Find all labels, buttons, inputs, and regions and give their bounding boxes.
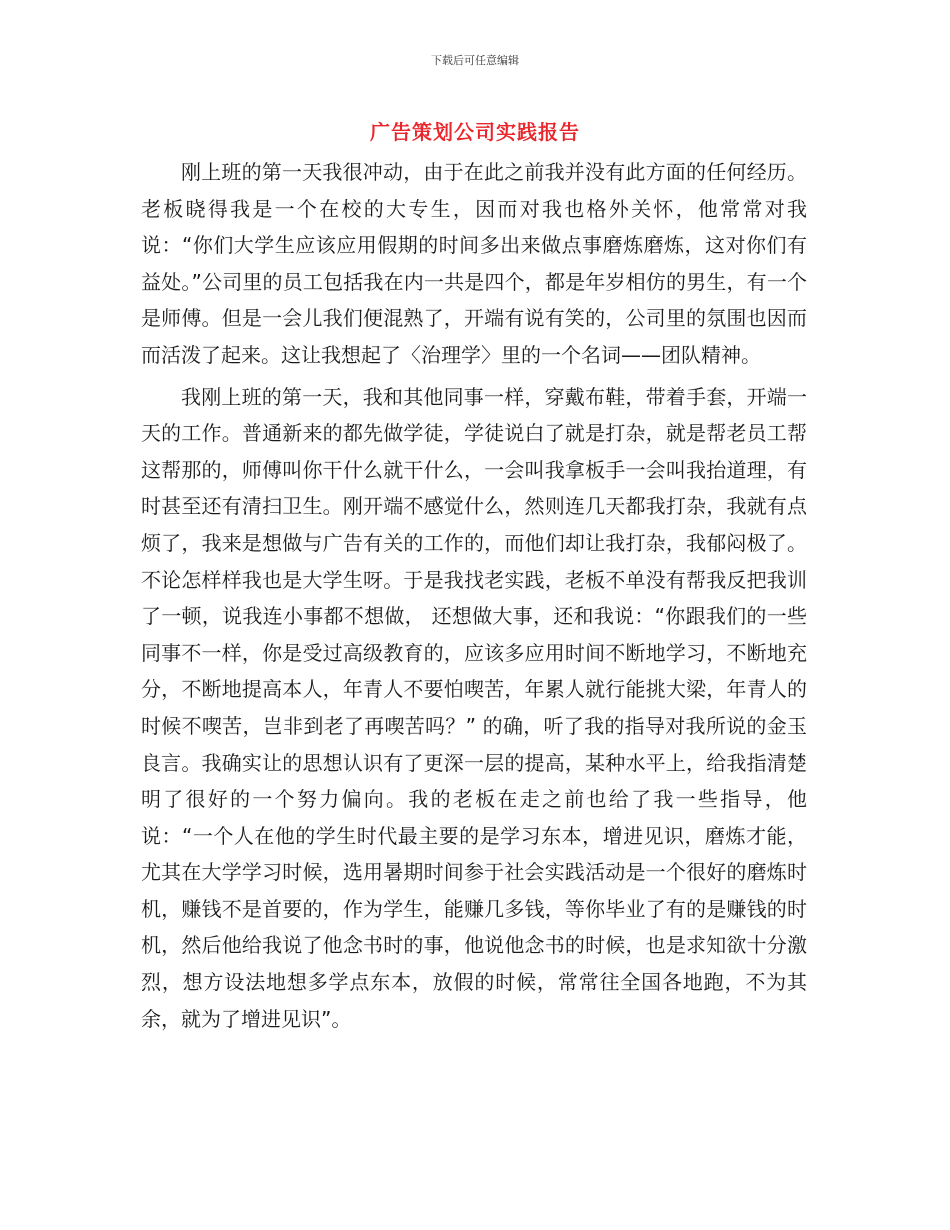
document-body <box>141 154 807 1037</box>
paragraph-2: 我刚上班的第一天，我和其他同事一样，穿戴布鞋，带着手套，开端一天的工作。普通新来的都先做学徒，学徒说白了就是打杂，就是帮老员工帮这帮那的，师傅叫你干什么就干什么，一会叫我拿板手一会叫我抬道理，有时甚至还有清扫卫生。刚开端不感觉什么，然则连几天都我打杂，我就有点烦了，我来是想做与广告有关的工作的，而他们却让我打杂，我郁闷极了。不论怎样样我也是大学生呀。于是我找老实践，老板不单没有帮我反把我训了一顿，说我连小事都不想做， 还想做大事，还和我说：“你跟我们的一些同事不一样，你是受过高级教育的，应该多应用时间不断地学习，不断地充分，不断地提高本人，年青人不要怕喫苦，年累人就行能挑大梁，年青人的时候不喫苦，岂非到老了再喫苦吗？” 的确，听了我的指导对我所说的金玉良言。我确实让的思想认识有了更深一层的提高，某种水平上，给我指清楚明了很好的一个努力偏向。我的老板在走之前也给了我一些指导，他说：“一个人在他的学生时代最主要的是学习东本，增进见识，磨炼才能，尤其在大学学习时候，选用暑期时间参于社会实践活动是一个很好的磨炼时机，赚钱不是首要的，作为学生，能赚几多钱，等你毕业了有的是赚钱的时机，然后他给我说了他念书时的事，他说他念书的时候，也是求知欲十分激烈，想方设法地想多学点东本，放假的时候，常常往全国各地跑，不为其余，就为了增进见识”。 <box>141 384 807 1031</box>
paragraph-1: 刚上班的第一天我很冲动，由于在此之前我并没有此方面的任何经历。老板晓得我是一个在校的大专生，因而对我也格外关怀，他常常对我说：“你们大学生应该应用假期的时间多出来做点事磨炼磨炼，这对你们有益处。”公司里的员工包括我在内一共是四个，都是年岁相仿的男生，有一个是师傅。但是一会儿我们便混熟了，开端有说有笑的，公司里的氛围也因而而活泼了起来。这让我想起了〈治理学〉里的一个名词——团队精神。 <box>141 160 807 367</box>
document-title: 广告策划公司实践报告 <box>370 120 580 144</box>
header-note: 下载后可任意编辑 <box>431 54 519 67</box>
